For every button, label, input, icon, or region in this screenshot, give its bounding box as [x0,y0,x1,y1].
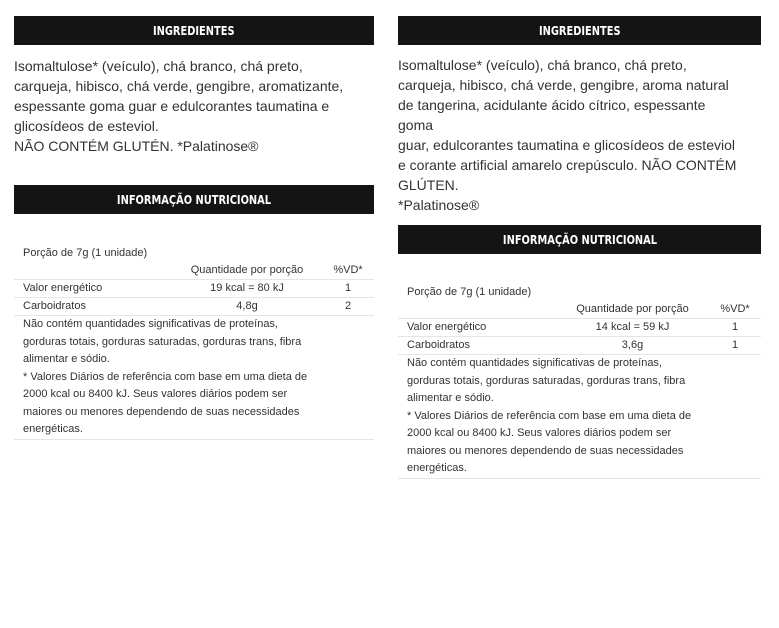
row-label: Valor energético [398,319,547,337]
column-vd-header: %VD* [322,262,374,280]
ingredients-line: Isomaltulose* (veículo), chá branco, chá preto, [14,58,303,74]
ingredients-line: espessante goma guar e edulcorantes taumatina e [14,98,330,114]
ingredients-text [14,56,374,156]
nutrition-grid [398,284,761,355]
ingredients-line: goma [398,117,434,133]
header-spacer [14,262,163,280]
ingredients-line: e corante artificial amarelo crepúsculo. NÃO CONTÉM [398,157,737,173]
ingredients-header [14,16,374,45]
nutrition-notes [14,316,374,440]
table-row [398,319,761,337]
note-line: alimentar e sódio. [23,353,110,365]
ingredients-line: de tangerina, acidulante ácido cítrico, espessante [398,97,706,113]
ingredients-line: *Palatinose® [398,197,480,213]
nutrition-notes [398,355,761,479]
row-vd: 2 [322,298,374,316]
portion-label: Porção de 7g (1 unidade) [407,286,532,298]
note-line: energéticas. [407,462,467,474]
nutrition-table [14,245,374,440]
table-row [14,298,374,316]
row-quantity: 3,6g [547,337,709,355]
note-line: Não contém quantidades significativas de proteínas, [407,357,662,369]
ingredients-header [398,16,761,45]
ingredients-text [398,55,761,215]
row-quantity: 4,8g [163,298,322,316]
header-spacer [398,301,547,319]
row-label: Carboidratos [398,337,547,355]
note-line: 2000 kcal ou 8400 kJ. Seus valores diários podem ser [23,388,288,400]
row-vd: 1 [709,319,761,337]
ingredients-line: GLÚTEN. [398,177,459,193]
row-label: Carboidratos [14,298,163,316]
row-vd: 1 [322,280,374,298]
column-quantity-header: Quantidade por porção [163,262,322,280]
row-quantity: 14 kcal = 59 kJ [547,319,709,337]
nutrition-grid [14,245,374,316]
note-line: maiores ou menores dependendo de suas necessidades [23,405,300,418]
note-line: energéticas. [23,423,83,435]
row-vd: 1 [709,337,761,355]
note-line: gorduras totais, gorduras saturadas, gorduras trans, fibra [407,374,686,387]
ingredients-line: NÃO CONTÉM GLUTÉN. *Palatinose® [14,138,259,154]
table-row [14,280,374,298]
ingredients-header-text: INGREDIENTES [538,23,621,38]
table-row [398,337,761,355]
note-line: maiores ou menores dependendo de suas necessidades [407,444,684,457]
nutrition-header [14,185,374,214]
ingredients-header-text: INGREDIENTES [153,23,235,38]
column-vd-header: %VD* [709,301,761,319]
column-quantity-header: Quantidade por porção [547,301,709,319]
ingredients-line: carqueja, hibisco, chá verde, gengibre, aroma natural [398,77,729,93]
note-line: 2000 kcal ou 8400 kJ. Seus valores diários podem ser [407,427,672,439]
note-line: * Valores Diários de referência com base em uma dieta de [407,409,692,422]
ingredients-line: carqueja, hibisco, chá verde, gengibre, aromatizante, [14,78,344,94]
nutrition-header-text: INFORMAÇÃO NUTRICIONAL [116,192,272,207]
row-label: Valor energético [14,280,163,298]
note-line: Não contém quantidades significativas de proteínas, [23,318,278,330]
ingredients-line: guar, edulcorantes taumatina e glicosídeos de esteviol [398,137,735,153]
ingredients-line: glicosídeos de esteviol. [14,118,159,134]
nutrition-header [398,225,761,254]
row-quantity: 19 kcal = 80 kJ [163,280,322,298]
ingredients-line: Isomaltulose* (veículo), chá branco, chá preto, [398,57,687,73]
nutrition-table [398,284,761,479]
note-line: gorduras totais, gorduras saturadas, gorduras trans, fibra [23,335,302,348]
note-line: * Valores Diários de referência com base em uma dieta de [23,370,308,383]
note-line: alimentar e sódio. [407,392,494,404]
nutrition-header-text: INFORMAÇÃO NUTRICIONAL [502,232,657,247]
portion-label: Porção de 7g (1 unidade) [23,247,148,259]
